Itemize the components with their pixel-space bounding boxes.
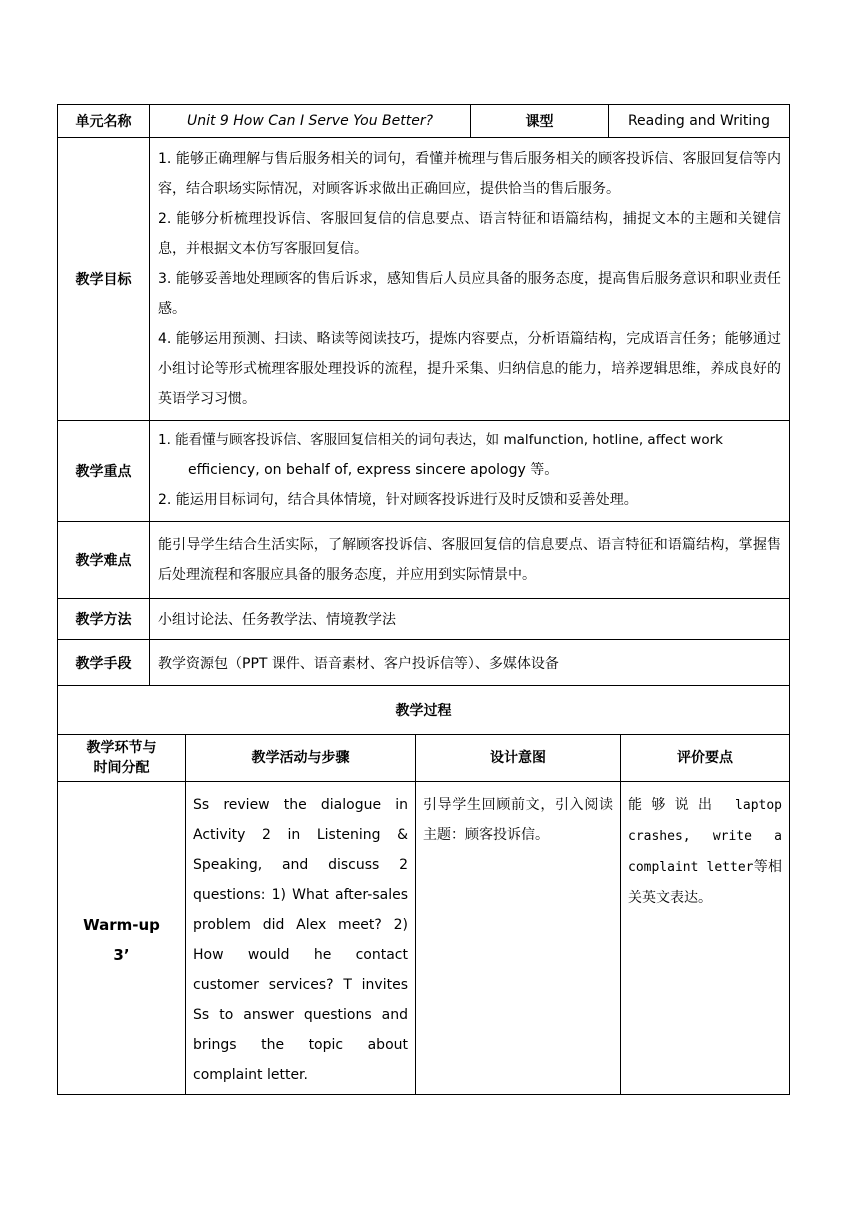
methods-value: 小组讨论法、任务教学法、情境教学法: [150, 599, 790, 640]
key-points-row: [58, 421, 790, 522]
stage-time: 3’: [113, 946, 130, 964]
means-label: 教学手段: [58, 640, 150, 686]
goals-row: [58, 138, 790, 421]
activity-header: 教学活动与步骤: [186, 735, 416, 782]
key-point-continuation: efficiency, on behalf of, express sincere apology 等。: [188, 462, 559, 478]
stage-header-line1: 教学环节与: [86, 740, 157, 756]
stage-name: Warm-up: [83, 916, 160, 934]
key-point-item: 1. 能看懂与顾客投诉信、客服回复信相关的词句表达，如 malfunction, hotline, affect work: [158, 432, 723, 448]
intent-cell: 引导学生回顾前文，引入阅读主题：顾客投诉信。: [416, 782, 621, 1095]
lesson-type-label: 课型: [471, 105, 609, 138]
evaluation-prefix: 能够说出: [628, 797, 722, 813]
process-title: 教学过程: [58, 686, 790, 735]
difficulties-label: 教学难点: [58, 522, 150, 599]
evaluation-header: 评价要点: [621, 735, 790, 782]
difficulties-row: [58, 522, 790, 599]
goals-label: 教学目标: [58, 138, 150, 421]
unit-row: [58, 105, 790, 138]
lesson-info-table: [57, 104, 790, 686]
intent-header: 设计意图: [416, 735, 621, 782]
means-value: 教学资源包（PPT 课件、语音素材、客户投诉信等）、多媒体设备: [150, 640, 790, 686]
lesson-plan-sheet: [57, 104, 789, 1095]
goal-item: 1. 能够正确理解与售后服务相关的词句，看懂并梳理与售后服务相关的顾客投诉信、客服回复信等内容，结合职场实际情况，对顾客诉求做出正确回应，提供恰当的售后服务。: [158, 151, 781, 197]
stage-header: [58, 735, 186, 782]
goal-item: 3. 能够妥善地处理顾客的售后诉求，感知售后人员应具备的服务态度，提高售后服务意识和职业责任感。: [158, 271, 781, 317]
activity-cell: Ss review the dialogue in Activity 2 in Listening & Speaking, and discuss 2 questions: 1) What after-sales problem did Alex meet? 2) How would he contact customer services? T invites Ss to answer questions and brings the topic about complaint letter.: [186, 782, 416, 1095]
unit-value: Unit 9 How Can I Serve You Better?: [150, 105, 471, 138]
stage-header-line2: 时间分配: [93, 760, 150, 776]
goal-item: 4. 能够运用预测、扫读、略读等阅读技巧，提炼内容要点，分析语篇结构，完成语言任务；能够通过小组讨论等形式梳理客服处理投诉的流程，提升采集、归纳信息的能力，培养逻辑思维，养成良好的英语学习习惯。: [158, 331, 781, 407]
evaluation-suffix: 等相关英文表达。: [628, 859, 782, 906]
methods-label: 教学方法: [58, 599, 150, 640]
key-points-label: 教学重点: [58, 421, 150, 522]
methods-row: [58, 599, 790, 640]
stage-cell: [58, 782, 186, 1095]
key-points-cell: [150, 421, 790, 522]
process-header-row: [58, 735, 790, 782]
means-row: [58, 640, 790, 686]
unit-label: 单元名称: [58, 105, 150, 138]
evaluation-cell: [621, 782, 790, 1095]
teaching-process-table: [57, 685, 790, 1095]
process-row-warmup: [58, 782, 790, 1095]
goal-item: 2. 能够分析梳理投诉信、客服回复信的信息要点、语言特征和语篇结构，捕捉文本的主题和关键信息，并根据文本仿写客服回复信。: [158, 211, 781, 257]
evaluation-expressions: laptop crashes, write a complaint letter: [628, 798, 783, 875]
goals-cell: [150, 138, 790, 421]
lesson-type-value: Reading and Writing: [609, 105, 790, 138]
difficulties-value: 能引导学生结合生活实际，了解顾客投诉信、客服回复信的信息要点、语言特征和语篇结构，掌握售后处理流程和客服应具备的服务态度，并应用到实际情景中。: [150, 522, 790, 599]
key-point-item: 2. 能运用目标词句，结合具体情境，针对顾客投诉进行及时反馈和妥善处理。: [158, 492, 638, 508]
